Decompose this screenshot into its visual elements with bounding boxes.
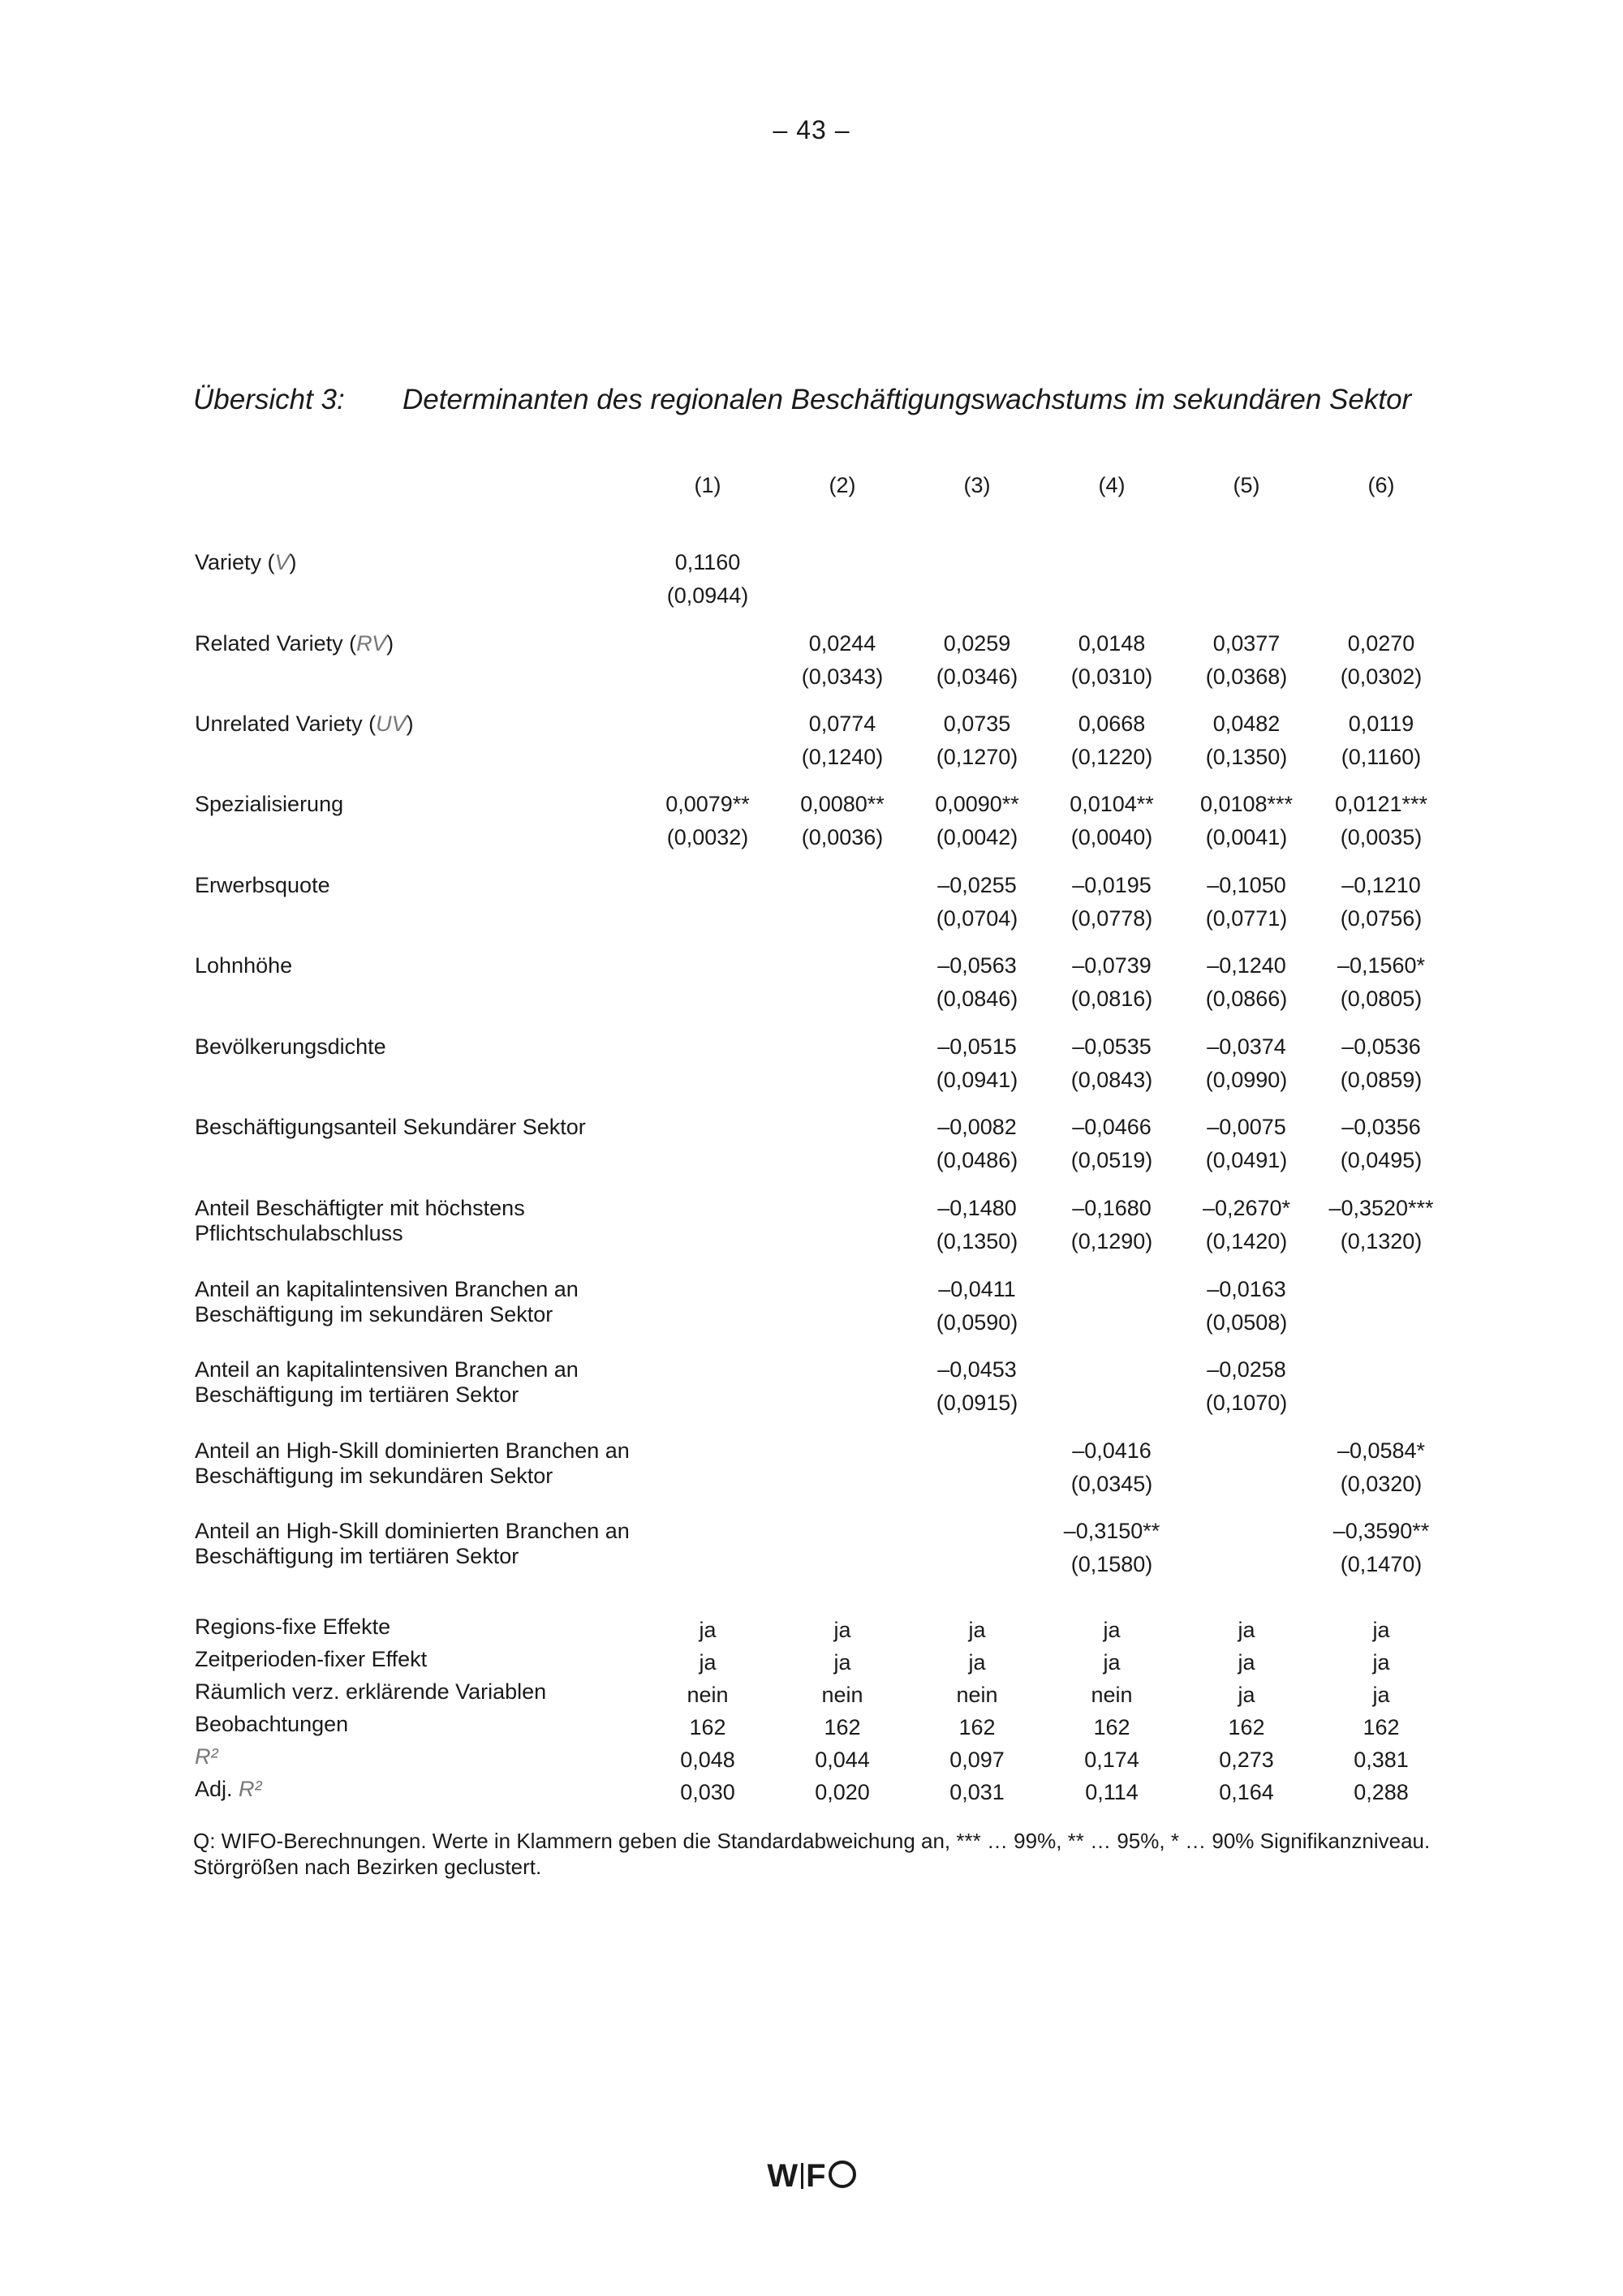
- stat-cell: 162: [1093, 1715, 1130, 1739]
- coefficient-cell: –0,1680: [1072, 1196, 1152, 1220]
- row-label: Lohnhöhe: [195, 953, 293, 978]
- stat-cell: ja: [1238, 1650, 1255, 1675]
- std-error-cell: (0,0704): [936, 906, 1018, 931]
- coefficient-cell: –0,0258: [1207, 1357, 1286, 1382]
- stat-cell: nein: [956, 1683, 998, 1707]
- stat-row: [0, 1712, 1623, 1744]
- std-error-cell: (0,0310): [1070, 664, 1153, 689]
- coefficient-cell: 0,0080**: [800, 792, 885, 816]
- row-label: Beschäftigungsanteil Sekundärer Sektor: [195, 1115, 586, 1139]
- column-header: (1): [694, 473, 721, 497]
- stat-cell: ja: [968, 1618, 986, 1642]
- stat-cell: nein: [821, 1683, 863, 1707]
- std-error-cell: (0,1220): [1070, 745, 1153, 769]
- stat-cell: 0,381: [1354, 1748, 1409, 1772]
- column-header: (2): [829, 473, 856, 497]
- std-error-cell: (0,1580): [1070, 1552, 1153, 1576]
- coefficient-cell: –0,0075: [1207, 1115, 1286, 1139]
- std-error-cell: (0,1160): [1341, 745, 1422, 769]
- coefficient-cell: –0,1560*: [1337, 953, 1426, 978]
- coefficient-cell: –0,0163: [1207, 1277, 1286, 1301]
- std-error-cell: (0,1290): [1070, 1229, 1153, 1253]
- coefficient-cell: 0,0104**: [1070, 792, 1154, 816]
- row-label: Unrelated Variety (UV): [195, 712, 414, 736]
- std-error-cell: (0,0036): [801, 825, 884, 849]
- coefficient-cell: –0,1050: [1207, 873, 1286, 897]
- coefficient-cell: 0,0774: [808, 712, 876, 736]
- std-error-cell: (0,1350): [936, 1229, 1018, 1253]
- coefficient-cell: –0,2670*: [1202, 1196, 1291, 1220]
- std-error-cell: (0,0491): [1205, 1148, 1288, 1172]
- coefficient-cell: –0,0584*: [1337, 1438, 1426, 1463]
- stat-row: [0, 1744, 1623, 1777]
- std-error-cell: (0,1270): [936, 745, 1018, 769]
- row-label: Variety (V): [195, 550, 297, 574]
- coefficient-cell: –0,0515: [937, 1034, 1017, 1059]
- stat-cell: ja: [968, 1650, 986, 1675]
- stat-cell: 0,097: [949, 1748, 1005, 1772]
- coefficient-cell: 0,0121***: [1334, 792, 1428, 816]
- stat-cell: ja: [699, 1650, 717, 1675]
- stat-label: Beobachtungen: [195, 1712, 349, 1736]
- coefficient-cell: –0,0374: [1207, 1034, 1286, 1059]
- coefficient-cell: 0,0270: [1347, 631, 1415, 656]
- column-header: (5): [1233, 473, 1260, 497]
- std-error-cell: (0,0941): [936, 1068, 1018, 1092]
- std-error-cell: (0,1070): [1205, 1391, 1288, 1415]
- coefficient-cell: 0,0668: [1078, 712, 1146, 736]
- coefficient-cell: 0,0090**: [935, 792, 1019, 816]
- std-error-cell: (0,1320): [1340, 1229, 1423, 1253]
- row-label: Anteil an High-Skill dominierten Branchen an Beschäftigung im sekundären Sektor: [195, 1438, 630, 1488]
- table-caption: [193, 381, 1459, 419]
- std-error-cell: (0,0042): [936, 825, 1018, 849]
- row-label: Erwerbsquote: [195, 873, 330, 897]
- std-error-cell: (0,0343): [801, 664, 884, 689]
- stat-label: R²: [195, 1744, 218, 1769]
- std-error-cell: (0,0944): [666, 583, 749, 608]
- coefficient-cell: –0,0082: [937, 1115, 1017, 1139]
- std-error-cell: (0,0866): [1205, 987, 1288, 1011]
- wifo-logo: [0, 2158, 1623, 2195]
- coefficient-cell: 0,1160: [674, 550, 741, 574]
- std-error-cell: (0,0040): [1070, 825, 1153, 849]
- stat-cell: 0,044: [815, 1748, 870, 1772]
- std-error-cell: (0,0519): [1070, 1148, 1153, 1172]
- coefficient-cell: –0,3150**: [1063, 1519, 1160, 1543]
- source-note: Q: WIFO-Berechnungen. Werte in Klammern geben die Standardabweichung an, *** … 99%, ** … 95%, * … 90% Signifikanzniveau. Störgrößen nach Bezirken geclustert.: [193, 1829, 1431, 1879]
- stat-cell: 0,031: [949, 1780, 1005, 1804]
- coefficient-cell: 0,0259: [943, 631, 1011, 656]
- std-error-cell: (0,0346): [936, 664, 1018, 689]
- column-header: (6): [1367, 473, 1395, 497]
- coefficient-cell: –0,1480: [937, 1196, 1017, 1220]
- stat-cell: 162: [824, 1715, 861, 1739]
- coefficient-cell: –0,0563: [937, 953, 1017, 978]
- std-error-cell: (0,0508): [1205, 1310, 1288, 1335]
- stat-cell: 0,164: [1219, 1780, 1274, 1804]
- stat-cell: nein: [1091, 1683, 1133, 1707]
- coefficient-cell: 0,0377: [1212, 631, 1281, 656]
- std-error-cell: (0,0805): [1340, 987, 1423, 1011]
- stat-cell: ja: [833, 1618, 851, 1642]
- stat-row: [0, 1647, 1623, 1679]
- std-error-cell: (0,0035): [1340, 825, 1423, 849]
- stat-cell: 0,030: [680, 1780, 735, 1804]
- coefficient-cell: –0,0356: [1341, 1115, 1421, 1139]
- logo-letter: F: [806, 2158, 827, 2194]
- stat-cell: 0,020: [815, 1780, 870, 1804]
- stat-cell: 0,273: [1219, 1748, 1274, 1772]
- std-error-cell: (0,1420): [1205, 1229, 1288, 1253]
- caption-title: Determinanten des regionalen Beschäftigungswachstums im sekundären Sektor: [403, 384, 1412, 415]
- coefficient-cell: 0,0735: [943, 712, 1011, 736]
- stat-label: Adj. R²: [195, 1777, 262, 1801]
- std-error-cell: (0,0859): [1340, 1068, 1423, 1092]
- std-error-cell: (0,0032): [666, 825, 749, 849]
- coefficient-cell: –0,0536: [1341, 1034, 1421, 1059]
- stat-cell: 0,288: [1354, 1780, 1409, 1804]
- std-error-cell: (0,0320): [1340, 1472, 1423, 1496]
- stat-cell: ja: [833, 1650, 851, 1675]
- std-error-cell: (0,0495): [1340, 1148, 1423, 1172]
- std-error-cell: (0,0756): [1340, 906, 1423, 931]
- coefficient-cell: –0,0255: [937, 873, 1017, 897]
- coefficient-cell: –0,0739: [1072, 953, 1152, 978]
- std-error-cell: (0,0771): [1205, 906, 1288, 931]
- std-error-cell: (0,0915): [936, 1391, 1018, 1415]
- stat-cell: 0,174: [1084, 1748, 1139, 1772]
- coefficient-cell: 0,0244: [808, 631, 876, 656]
- coefficient-cell: –0,3590**: [1332, 1519, 1430, 1543]
- coefficient-cell: 0,0148: [1078, 631, 1146, 656]
- coefficient-cell: –0,3520***: [1328, 1196, 1434, 1220]
- stat-cell: 0,048: [680, 1748, 735, 1772]
- stat-cell: ja: [1103, 1618, 1121, 1642]
- logo-bar: [801, 2163, 803, 2189]
- stat-cell: ja: [1103, 1650, 1121, 1675]
- coefficient-cell: 0,0079**: [665, 792, 750, 816]
- coefficient-cell: –0,0535: [1072, 1034, 1152, 1059]
- coefficient-cell: –0,1210: [1341, 873, 1421, 897]
- stat-label: Zeitperioden-fixer Effekt: [195, 1647, 428, 1671]
- caption-label: Übersicht 3:: [193, 384, 345, 415]
- stat-row: [0, 1679, 1623, 1712]
- stat-row: [0, 1777, 1623, 1809]
- stat-cell: 162: [1228, 1715, 1265, 1739]
- stat-cell: nein: [687, 1683, 729, 1707]
- row-label: Related Variety (RV): [195, 631, 394, 656]
- std-error-cell: (0,1470): [1340, 1552, 1423, 1576]
- coefficient-cell: –0,0416: [1072, 1438, 1152, 1463]
- stat-label: Regions-fixe Effekte: [195, 1615, 391, 1639]
- column-header: (4): [1098, 473, 1126, 497]
- row-label: Anteil Beschäftigter mit höchstens Pflichtschulabschluss: [195, 1196, 525, 1245]
- std-error-cell: (0,1350): [1205, 745, 1288, 769]
- std-error-cell: (0,0990): [1205, 1068, 1288, 1092]
- coefficient-cell: 0,0108***: [1199, 792, 1294, 816]
- std-error-cell: (0,0345): [1070, 1472, 1153, 1496]
- std-error-cell: (0,0041): [1205, 825, 1288, 849]
- std-error-cell: (0,0590): [936, 1310, 1018, 1335]
- stat-cell: 162: [689, 1715, 726, 1739]
- stat-cell: ja: [1372, 1618, 1390, 1642]
- std-error-cell: (0,0846): [936, 987, 1018, 1011]
- stat-cell: 162: [1363, 1715, 1400, 1739]
- std-error-cell: (0,0778): [1070, 906, 1153, 931]
- stat-cell: ja: [1238, 1683, 1255, 1707]
- std-error-cell: (0,0368): [1205, 664, 1288, 689]
- coefficient-cell: –0,0453: [937, 1357, 1017, 1382]
- column-header: (3): [963, 473, 991, 497]
- coefficient-cell: 0,0119: [1348, 712, 1414, 736]
- stat-cell: 162: [958, 1715, 996, 1739]
- std-error-cell: (0,0843): [1070, 1068, 1153, 1092]
- column-headers: [0, 473, 1623, 505]
- stat-cell: 0,114: [1085, 1780, 1139, 1804]
- stat-cell: ja: [1238, 1618, 1255, 1642]
- stat-cell: ja: [699, 1618, 717, 1642]
- std-error-cell: (0,0816): [1070, 987, 1153, 1011]
- std-error-cell: (0,1240): [801, 745, 884, 769]
- std-error-cell: (0,0486): [936, 1148, 1018, 1172]
- coefficient-cell: –0,0411: [938, 1277, 1016, 1301]
- coefficient-cell: –0,0466: [1072, 1115, 1152, 1139]
- row-label: Spezialisierung: [195, 792, 344, 816]
- logo-circle: [829, 2161, 856, 2188]
- row-label: Anteil an kapitalintensiven Branchen an Beschäftigung im tertiären Sektor: [195, 1357, 579, 1407]
- coefficient-cell: 0,0482: [1212, 712, 1281, 736]
- stat-label: Räumlich verz. erklärende Variablen: [195, 1679, 547, 1704]
- stat-cell: ja: [1372, 1650, 1390, 1675]
- row-label: Anteil an High-Skill dominierten Branchen an Beschäftigung im tertiären Sektor: [195, 1519, 630, 1568]
- stat-row: [0, 1615, 1623, 1647]
- coefficient-cell: –0,0195: [1072, 873, 1152, 897]
- stat-cell: ja: [1372, 1683, 1390, 1707]
- logo-letter: W: [767, 2158, 799, 2194]
- row-label: Bevölkerungsdichte: [195, 1034, 386, 1059]
- row-label: Anteil an kapitalintensiven Branchen an Beschäftigung im sekundären Sektor: [195, 1277, 579, 1326]
- page-number: – 43 –: [773, 115, 850, 144]
- std-error-cell: (0,0302): [1340, 664, 1423, 689]
- coefficient-cell: –0,1240: [1207, 953, 1286, 978]
